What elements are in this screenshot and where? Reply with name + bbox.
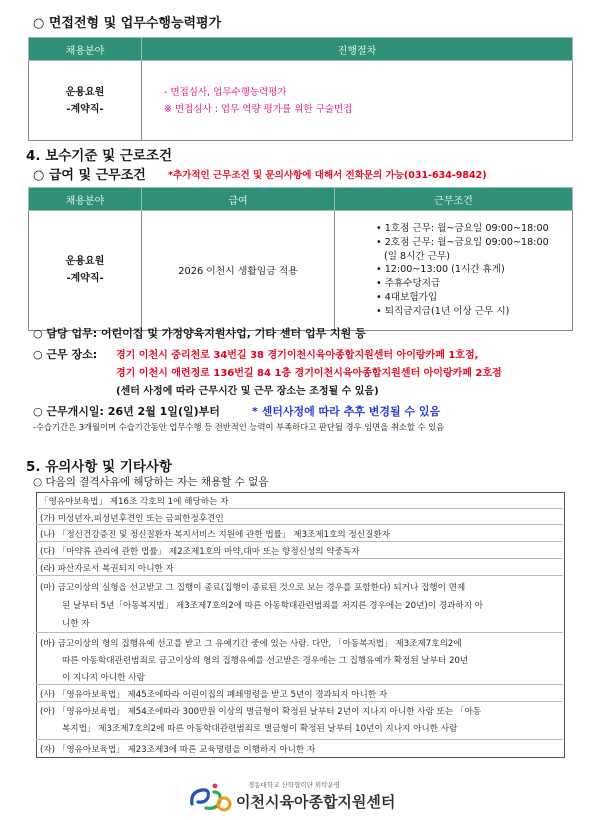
condition-item: • 2호점 근무: 월~금요일 09:00~18:00 xyxy=(376,236,549,248)
divider xyxy=(36,508,563,509)
category-line: 운용요원 xyxy=(65,86,105,98)
condition-item: • 12:00~13:00 (1시간 휴게) xyxy=(376,264,505,276)
procedure-line: - 면접심사, 업무수행능력평가 xyxy=(164,86,287,98)
start-date: ○ 근무개시일: 26년 2월 1일(일)부터 xyxy=(33,405,220,418)
header-salary: 급여 xyxy=(142,188,335,211)
disqualification-line: 니한 자 xyxy=(62,619,90,629)
section-title: 4. 보수기준 및 근로조건 xyxy=(26,148,172,164)
disqualification-line: 복지법」 제3조제7호의2에 따른 아동학대관련범죄로 벌금형이 확정된 날부터 10년이 지나지 아니한 사람 xyxy=(62,724,458,734)
category-line: 운용요원 xyxy=(65,256,105,268)
condition-item: • 4대보험가입 xyxy=(376,291,438,303)
place-line-1: 경기 이천시 중리천로 34번길 38 경기이천시육아종합지원센터 아이랑카페 1호점, xyxy=(116,350,479,361)
condition-item: • 1호점 근무: 월~금요일 09:00~18:00 xyxy=(376,223,549,234)
category-line: -계약직- xyxy=(66,273,104,285)
footer-name: 이천시육아종합지원센터 xyxy=(236,793,396,811)
divider xyxy=(36,575,563,576)
disqualification-line: 「영유아보육법」 제16조 각호의 1에 해당하는 자 xyxy=(40,497,229,507)
disqualification-line: (나) 「정신건강증진 및 정신질환자 복지서비스 지원에 관한 법률」 제3조제1호의 정신질환자 xyxy=(40,530,390,540)
divider xyxy=(36,739,563,740)
disqualification-line: 된 날부터 5년「아동복지법」 제3조제7호의2에 따른 아동학대관련범죄를 저지른 경우에는 20년)이 경과하지 아 xyxy=(62,601,484,611)
procedure-cell xyxy=(142,61,573,141)
disqualification-line: (아) 「영유아보육법」 제54조에따라 300만원 이상의 벌금형이 확정된 날부터 2년이 지나지 아니한 사람 또는 「아동 xyxy=(40,707,482,717)
interview-table xyxy=(28,37,573,141)
divider xyxy=(36,701,563,702)
place-note: (센터 사정에 따라 근무시간 및 근무 장소는 조정될 수 있음) xyxy=(116,386,379,397)
section-title: 5. 유의사항 및 기타사항 xyxy=(26,459,172,475)
divider xyxy=(36,541,563,542)
disqualification-line: 따른 아동학대관련범죄로 금고이상의 형의 집행유예를 선고받은 경우에는 그 집행유예가 확정된 날부터 20년 xyxy=(62,656,469,666)
pay-heading: ○ 급여 및 근무조건 xyxy=(33,168,146,183)
disqualification-line: 이 지나지 아니한 사람 xyxy=(62,673,145,683)
start-note: * 센터사정에 따라 추후 변경될 수 있음 xyxy=(252,405,441,418)
probation-note: -수습기간은 3개월이며 수습기간동안 업무수행 등 전반적인 능력이 부족하다고 판단될 경우 임면을 취소할 수 있음 xyxy=(33,422,445,432)
disqualification-line: (바) 금고이상의 형의 집행유예 선고를 받고 그 유예기간 중에 있는 사람. 다만, 「아동복지법」 제3조제7호의2에 xyxy=(40,639,462,649)
interview-heading: ○ 면접전형 및 업무수행능력평가 xyxy=(33,16,222,31)
footer-sub: 경동대학교 산학협력단 위탁운영 xyxy=(248,781,341,789)
header-category: 채용분야 xyxy=(29,188,142,211)
divider xyxy=(36,632,563,633)
disqualification-line: (라) 파산자로서 복권되지 아니한 자 xyxy=(40,564,174,574)
divider xyxy=(36,558,563,559)
place-label: ○ 근무 장소: xyxy=(33,348,98,361)
disqualification-line: (자) 「영유아보육법」 제23조제3에 따른 교육명령을 이행하지 아니한 자 xyxy=(40,745,316,755)
header-procedure: 진행절차 xyxy=(142,38,573,61)
condition-item: • 주휴수당지급 xyxy=(376,278,441,290)
pay-table xyxy=(28,187,573,331)
category-line: -계약직- xyxy=(66,103,104,115)
category-cell xyxy=(29,211,142,331)
header-conditions: 근무조건 xyxy=(335,188,573,211)
place-line-2: 경기 이천시 애련정로 136번길 84 1층 경기이천시육아종합지원센터 아이랑카페 2호점 xyxy=(116,368,502,379)
category-cell xyxy=(29,61,142,141)
disqualification-line: (마) 금고이상의 실형을 선고받고 그 집행이 종료(집행이 종료된 것으로 보는 경우를 포함한다) 되거나 집행이 면제 xyxy=(40,583,466,593)
conditions-cell xyxy=(335,211,573,331)
condition-item: (일 8시간 근무) xyxy=(384,250,451,262)
disqualification-line: (다) 「마약류 관리에 관한 법률」 제2조제1호의 마약,대마 또는 향정신성의 약중독자 xyxy=(40,547,360,557)
disqualification-line: (사) 「영유아보육법」 제45조에따라 어린이집의 폐쇄명령을 받고 5년이 경과되지 아니한 자 xyxy=(40,690,388,700)
center-logo-icon xyxy=(188,780,234,814)
pay-note: *추가적인 근무조건 및 문의사항에 대해서 전화문의 가능(031-634-9842) xyxy=(168,170,487,181)
salary-cell: 2026 이천시 생활임금 적용 xyxy=(142,211,335,331)
procedure-note: ※ 면접심사 : 업무 역량 평가를 위한 구술면접 xyxy=(164,103,353,115)
divider xyxy=(36,524,563,525)
divider xyxy=(36,684,563,685)
duty-line: ○ 담당 업무: 어린이집 및 가정양육지원사업, 기타 센터 업무 지원 등 xyxy=(33,327,366,340)
disqualification-line: (가) 미성년자,피성년후견인 또는 금피한정후견인 xyxy=(40,514,224,524)
condition-item: • 퇴직금지급(1년 이상 근무 시) xyxy=(376,305,510,317)
disqualification-intro: ○ 다음의 결격사유에 해당하는 자는 채용할 수 없음 xyxy=(33,476,269,488)
header-category: 채용분야 xyxy=(29,38,142,61)
footer-logo xyxy=(188,780,424,814)
